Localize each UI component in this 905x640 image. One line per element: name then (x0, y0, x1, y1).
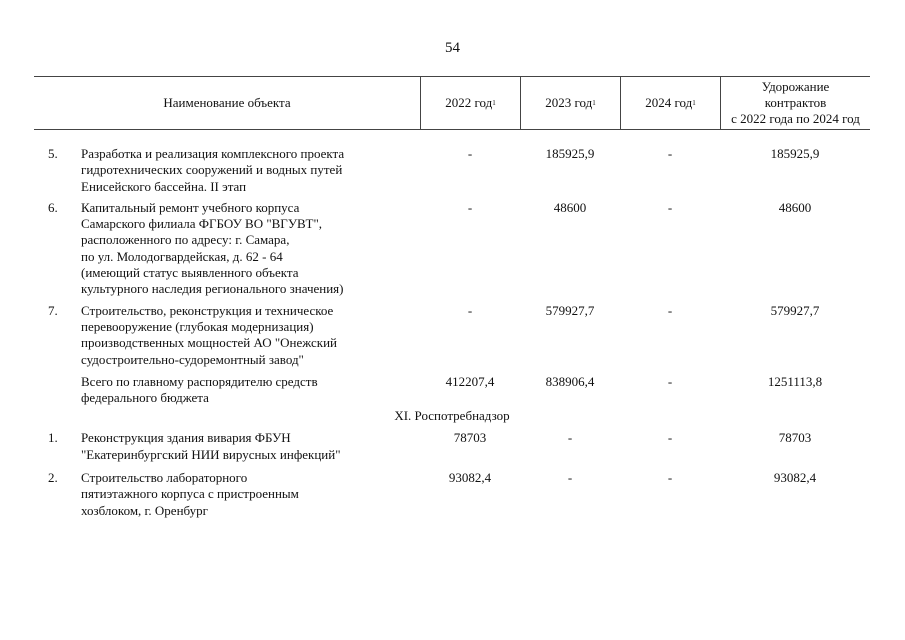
value-2024: - (667, 373, 673, 389)
value-2022: - (467, 199, 473, 215)
row-number: 1. (48, 430, 58, 446)
column-header-2022: 2022 год 1 (420, 77, 520, 129)
row-number: 5. (48, 146, 58, 161)
column-header-2023: 2023 год 1 (520, 77, 620, 129)
table-row (34, 470, 870, 519)
row-name: Всего по главному распорядителю средств федерального бюджета (81, 373, 318, 406)
value-2023: - (567, 430, 573, 446)
row-number: 6. (48, 199, 58, 215)
value-2022: - (467, 302, 473, 318)
page-number: 54 (445, 40, 460, 56)
value-2023: 185925,9 (545, 146, 595, 161)
value-2023: 838906,4 (545, 373, 595, 389)
row-name: Капитальный ремонт учебного корпуса Самарского филиала ФГБОУ ВО "ВГУВТ", расположенного по адресу: г. Самара, по ул. Молодогвардейская, д. 62 - 64 (имеющий статус выявленного объекта культурного наследия регионального значения) (81, 199, 344, 297)
value-2024: - (667, 430, 673, 446)
value-2024: - (667, 146, 673, 161)
value-2023: - (567, 470, 573, 486)
value-increase: 579927,7 (770, 302, 820, 318)
value-2024: - (667, 199, 673, 215)
table-body (34, 146, 870, 519)
value-2022: 78703 (453, 430, 487, 446)
row-name: Разработка и реализация комплексного проекта гидротехнических сооружений и водных путей Енисейского бассейна. II этап (81, 146, 345, 194)
row-number: 2. (48, 470, 58, 486)
value-increase: 1251113,8 (767, 373, 823, 389)
table-row (34, 430, 870, 463)
value-increase: 78703 (778, 430, 812, 446)
value-increase: 185925,9 (770, 146, 820, 161)
row-name: Строительство, реконструкция и техническое перевооружение (глубокая модернизация) производственных мощностей АО "Онежский судостроительно-судоремонтный завод" (81, 302, 338, 367)
value-2023: 48600 (553, 199, 587, 215)
value-2022: - (467, 146, 473, 161)
value-2022: 93082,4 (448, 470, 492, 486)
column-header-2024: 2024 год 1 (620, 77, 720, 129)
value-2024: - (667, 302, 673, 318)
table-row-total (34, 374, 870, 407)
table-header (34, 76, 870, 130)
table-row (34, 303, 870, 368)
column-header-increase: Удорожание контрактов с 2022 года по 2024 год (720, 77, 870, 129)
column-header-name: Наименование объекта (163, 95, 291, 110)
value-increase: 48600 (778, 199, 812, 215)
table-row (34, 146, 870, 195)
section-title: XI. Роспотребнадзор (394, 408, 510, 424)
table-row (34, 200, 870, 298)
row-number: 7. (48, 302, 58, 318)
row-name: Реконструкция здания вивария ФБУН "Екатеринбургский НИИ вирусных инфекций" (81, 430, 341, 462)
value-2024: - (667, 470, 673, 486)
row-name: Строительство лабораторного пятиэтажного корпуса с пристроенным хозблоком, г. Оренбург (81, 470, 299, 518)
value-increase: 93082,4 (773, 470, 817, 486)
value-2022: 412207,4 (445, 373, 495, 389)
value-2023: 579927,7 (545, 302, 595, 318)
